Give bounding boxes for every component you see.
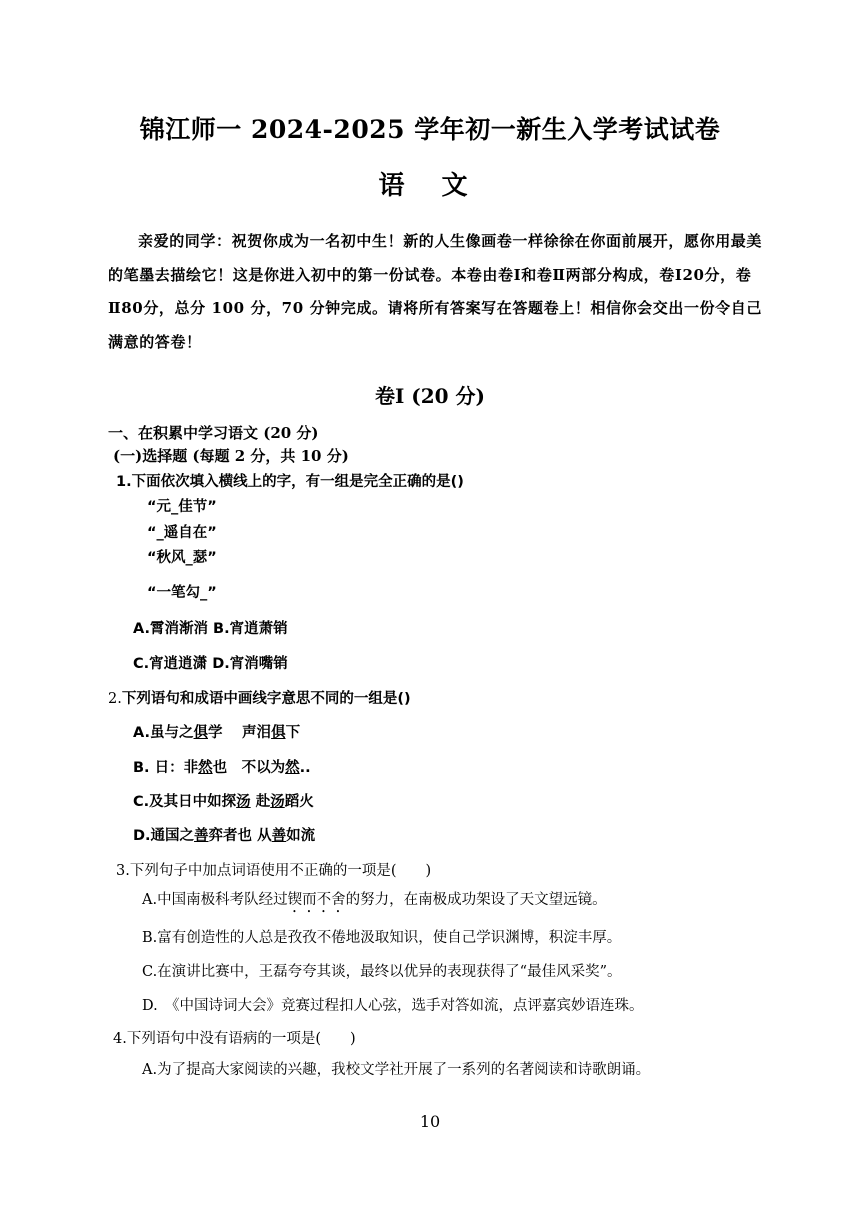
underlined-char: 然 <box>198 760 213 776</box>
q1-line: “元_佳节” <box>147 499 217 515</box>
q2-option-a <box>133 721 300 742</box>
option-text: 的努力，在南极成功架设了天文望远镜。 <box>345 892 607 908</box>
page-number: 10 <box>419 1112 441 1131</box>
subject-title: 语 文 <box>378 171 482 201</box>
option-text: A.虽与之 <box>133 725 194 741</box>
option-text: 弈者也 从 <box>208 828 272 844</box>
part-subheading: (一)选择题 (每题 2 分，共 10 分) <box>113 447 349 465</box>
option-text: B. 日：非 <box>133 760 199 776</box>
dotted-phrase: 锲而不舍 <box>287 892 346 908</box>
underlined-char: 汤 <box>236 794 251 810</box>
q1-line: “一笔勾_” <box>147 585 217 601</box>
q3-option-c: C.在演讲比赛中，王磊夸夸其谈，最终以优异的表现获得了“最佳风采奖”。 <box>142 964 622 980</box>
intro-paragraph: 亲爱的同学：祝贺你成为一名初中生！新的人生像画卷一样徐徐在你面前展开，愿你用最美的笔墨去描绘它！这是你进入初中的第一份试卷。本卷由卷Ⅰ和卷Ⅱ两部分构成，卷Ⅰ20分，卷Ⅱ80分，总分 100 分，70 分钟完成。请将所有答案写在答题卷上！相信你会交出一份令自己满意的答卷！ <box>108 232 763 351</box>
option-text: 学 声泪 <box>208 725 272 741</box>
section-title: 卷Ⅰ (20 分) <box>374 384 486 408</box>
q2-number: 2. <box>108 691 122 707</box>
underlined-char: 汤 <box>270 794 285 810</box>
q4-option-a: A.为了提高大家阅读的兴趣，我校文学社开展了一系列的名著阅读和诗歌朗诵。 <box>142 1062 651 1078</box>
underlined-char: 俱 <box>271 725 286 741</box>
q1-line: “_遥自在” <box>147 525 217 541</box>
q3-option-a <box>142 888 607 916</box>
option-text: 赴 <box>250 794 271 810</box>
option-text: .. <box>299 760 311 776</box>
underlined-char: 善 <box>271 828 287 844</box>
option-text: A.中国南极科考队经过 <box>142 892 288 908</box>
q1-option: A.霄消渐消 B.宵逍萧销 <box>133 621 288 637</box>
underlined-char: 俱 <box>193 725 208 741</box>
q2-stem-text: 下列语句和成语中画线字意思不同的一组是() <box>121 691 411 707</box>
q1-stem: 1.下面依次填入横线上的字，有一组是完全正确的是() <box>116 474 464 490</box>
option-text: D.通国之 <box>133 828 195 844</box>
q2-option-c <box>133 790 314 811</box>
q3-option-d: D. 《中国诗词大会》竞赛过程扣人心弦，选手对答如流，点评嘉宾妙语连珠。 <box>142 998 644 1014</box>
q1-option: C.宵逍逍潇 D.宵消嘴销 <box>133 656 288 672</box>
q2-option-b <box>133 756 311 777</box>
page-title: 锦江师一 2024-2025 学年初一新生入学考试试卷 <box>139 115 721 144</box>
q3-stem: 3.下列句子中加点词语使用不正确的一项是( ) <box>116 863 432 879</box>
option-text: 也 不以为 <box>212 760 286 776</box>
option-text: 下 <box>285 725 301 741</box>
part-heading: 一、在积累中学习语文 (20 分) <box>108 424 319 442</box>
option-text: C.及其日中如探 <box>133 794 237 810</box>
q2-option-d <box>133 824 315 845</box>
q1-line: “秋风_瑟” <box>147 550 217 566</box>
option-text: 如流 <box>286 828 316 844</box>
q4-stem: 4.下列语句中没有语病的一项是( ) <box>113 1031 356 1047</box>
underlined-char: 善 <box>194 828 209 844</box>
q2-stem <box>108 687 411 708</box>
q3-option-b: B.富有创造性的人总是孜孜不倦地汲取知识，使自己学识渊博，积淀丰厚。 <box>142 930 622 946</box>
option-text: 蹈火 <box>284 794 314 810</box>
underlined-char: 然 <box>285 760 300 776</box>
